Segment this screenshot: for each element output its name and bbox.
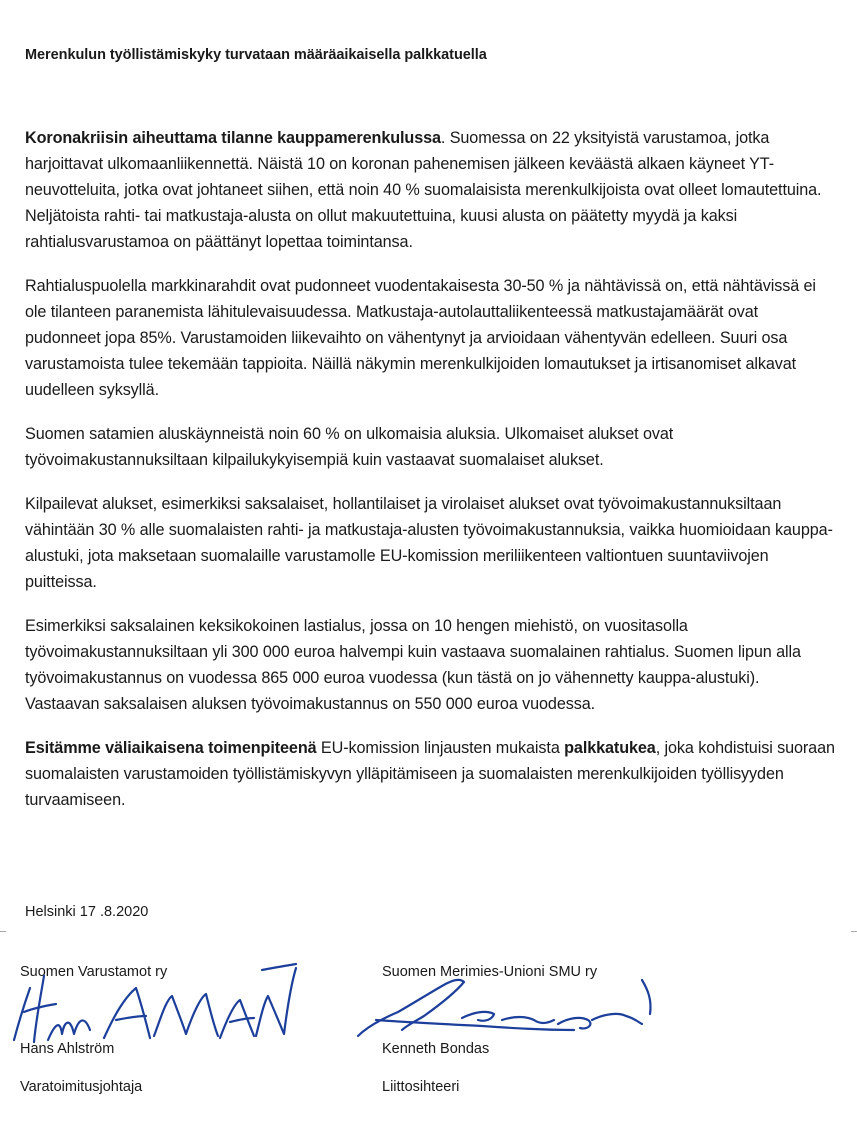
paragraph-5: Esimerkiksi saksalainen keksikokoinen lastialus, jossa on 10 hengen miehistö, on vuositasolla työvoimakustannuksiltaan yli 300 000 euroa halvempi kuin vastaava suomalainen rahtialus. Suomen lipun alla työvoimakustannus on vuodessa 865 000 euroa vuodessa (kun tästä on jo vähennetty kauppa-alustuki). Vastaavan saksalaisen aluksen työvoimakustannus on 550 000 euroa vuodessa. bbox=[25, 617, 801, 713]
paragraph-1-text: . Suomessa on 22 yksityistä varustamoa, jotka harjoittavat ulkomaanliikennettä. Näistä 10 on koronan pahenemisen jälkeen keväästä alkaen käyneet YT-neuvotteluita, jotka ovat johtaneet siihen, että noin 40 % suomalaisista merenkulkijoista ovat olleet lomautettuina. Neljätoista rahti- tai matkustaja-alusta on ollut makuutettuina, kuusi alusta on päätetty myydä ja kaksi rahtialusvarustamoa on päättänyt lopettaa toimintansa. bbox=[25, 129, 822, 251]
paragraph-6-bold-mid: palkkatukea bbox=[564, 739, 656, 757]
paragraph-6-text-b: , joka kohdistuisi suoraan suomalaisten varustamoiden työllistämiskyvyn ylläpitämiseen ja suomalaisten merenkulkijoiden työllisyyden turvaamiseen. bbox=[25, 739, 835, 809]
body-text bbox=[25, 125, 835, 831]
signatory-name-left: Hans Ahlström bbox=[20, 1041, 115, 1057]
paragraph-4: Kilpailevat alukset, esimerkiksi saksalaiset, hollantilaiset ja virolaiset alukset ovat työvoimakustannuksiltaan vähintään 30 % alle suomalaisten rahti- ja matkustaja-alusten työvoimakustannuksia, vaikka huomioidaan kauppa-alustuki, jota maksetaan suomalaille varustamolle EU-komission meriliikenteen valtiontuen suuntaviivojen puitteissa. bbox=[25, 495, 833, 591]
handwritten-signature-left bbox=[4, 960, 304, 1050]
handwritten-signature-right bbox=[342, 960, 662, 1050]
paragraph-1 bbox=[25, 125, 835, 255]
signatory-organization-right: Suomen Merimies-Unioni SMU ry bbox=[382, 964, 598, 980]
paragraph-6-text-a: EU-komission linjausten mukaista bbox=[316, 739, 565, 757]
paragraph-6-lead: Esitämme väliaikaisena toimenpiteenä bbox=[25, 739, 317, 757]
signatory-role-right: Liittosihteeri bbox=[382, 1079, 460, 1095]
margin-mark-left bbox=[0, 931, 6, 932]
document-title: Merenkulun työllistämiskyky turvataan määräaikaisella palkkatuella bbox=[25, 47, 487, 63]
paragraph-6 bbox=[25, 735, 835, 813]
signatory-name-right: Kenneth Bondas bbox=[382, 1041, 490, 1057]
paragraph-1-lead: Koronakriisin aiheuttama tilanne kauppamerenkulussa bbox=[25, 129, 441, 147]
margin-mark-right bbox=[851, 931, 857, 932]
paragraph-2: Rahtialuspuolella markkinarahdit ovat pudonneet vuodentakaisesta 30-50 % ja nähtävissä on, että nähtävissä ei ole tilanteen paranemista lähitulevaisuudessa. Matkustaja-autolauttaliikenteessä matkustajamäärät ovat pudonneet jopa 85%. Varustamoiden liikevaihto on vähentynyt ja arvioidaan vähentyvän edelleen. Suuri osa varustamoista tulee tekemään tappioita. Näillä näkymin merenkulkijoiden lomautukset ja irtisanomiset alkavat uudelleen syksyllä. bbox=[25, 277, 816, 399]
place-date: Helsinki 17 .8.2020 bbox=[25, 904, 149, 920]
paragraph-3: Suomen satamien aluskäynneistä noin 60 % on ulkomaisia aluksia. Ulkomaiset alukset ovat työvoimakustannuksiltaan kilpailukykyisempiä kuin vastaavat suomalaiset alukset. bbox=[25, 425, 674, 469]
signatory-organization-left: Suomen Varustamot ry bbox=[20, 964, 168, 980]
signatory-role-left: Varatoimitusjohtaja bbox=[20, 1079, 143, 1095]
